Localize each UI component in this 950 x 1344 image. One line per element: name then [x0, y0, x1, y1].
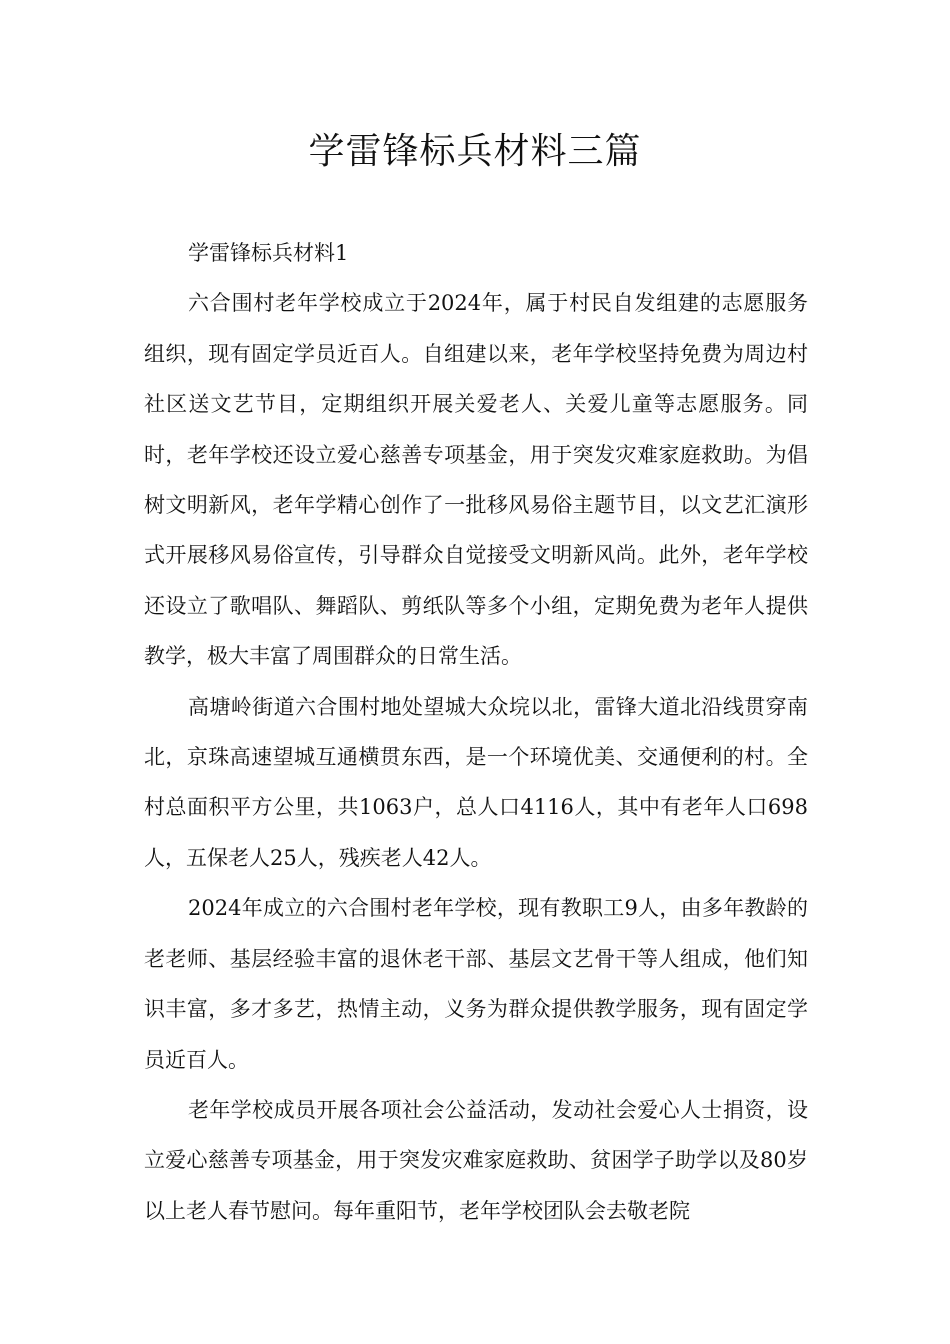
- paragraph-4: 老年学校成员开展各项社会公益活动，发动社会爱心人士捐资，设立爱心慈善专项基金，用于突发灾难家庭救助、贫困学子助学以及80岁以上老人春节慰问。每年重阳节，老年学校团队会去敬老院: [144, 1097, 808, 1223]
- paragraph-1: 六合围村老年学校成立于2024年，属于村民自发组建的志愿服务组织，现有固定学员近百人。自组建以来，老年学校坚持免费为周边村社区送文艺节目，定期组织开展关爱老人、关爱儿童等志愿服务。同时，老年学校还设立爱心慈善专项基金，用于突发灾难家庭救助。为倡树文明新风，老年学精心创作了一批移风易俗主题节目，以文艺汇演形式开展移风易俗宣传，引导群众自觉接受文明新风尚。此外，老年学校还设立了歌唱队、舞蹈队、剪纸队等多个小组，定期免费为老年人提供教学，极大丰富了周围群众的日常生活。: [144, 291, 808, 669]
- document-title: 学雷锋标兵材料三篇: [308, 131, 642, 172]
- paragraph-3: 2024年成立的六合围村老年学校，现有教职工9人，由多年教龄的老老师、基层经验丰富的退休老干部、基层文艺骨干等人组成，他们知识丰富，多才多艺，热情主动，义务为群众提供教学服务，现有固定学员近百人。: [144, 896, 808, 1072]
- paragraph-2: 高塘岭街道六合围村地处望城大众垸以北，雷锋大道北沿线贯穿南北，京珠高速望城互通横贯东西，是一个环境优美、交通便利的村。全村总面积平方公里，共1063户，总人口4116人，其中有老年人口698人，五保老人25人，残疾老人42人。: [144, 694, 808, 870]
- document-body: [144, 228, 808, 1236]
- section-heading: 学雷锋标兵材料1: [188, 241, 349, 265]
